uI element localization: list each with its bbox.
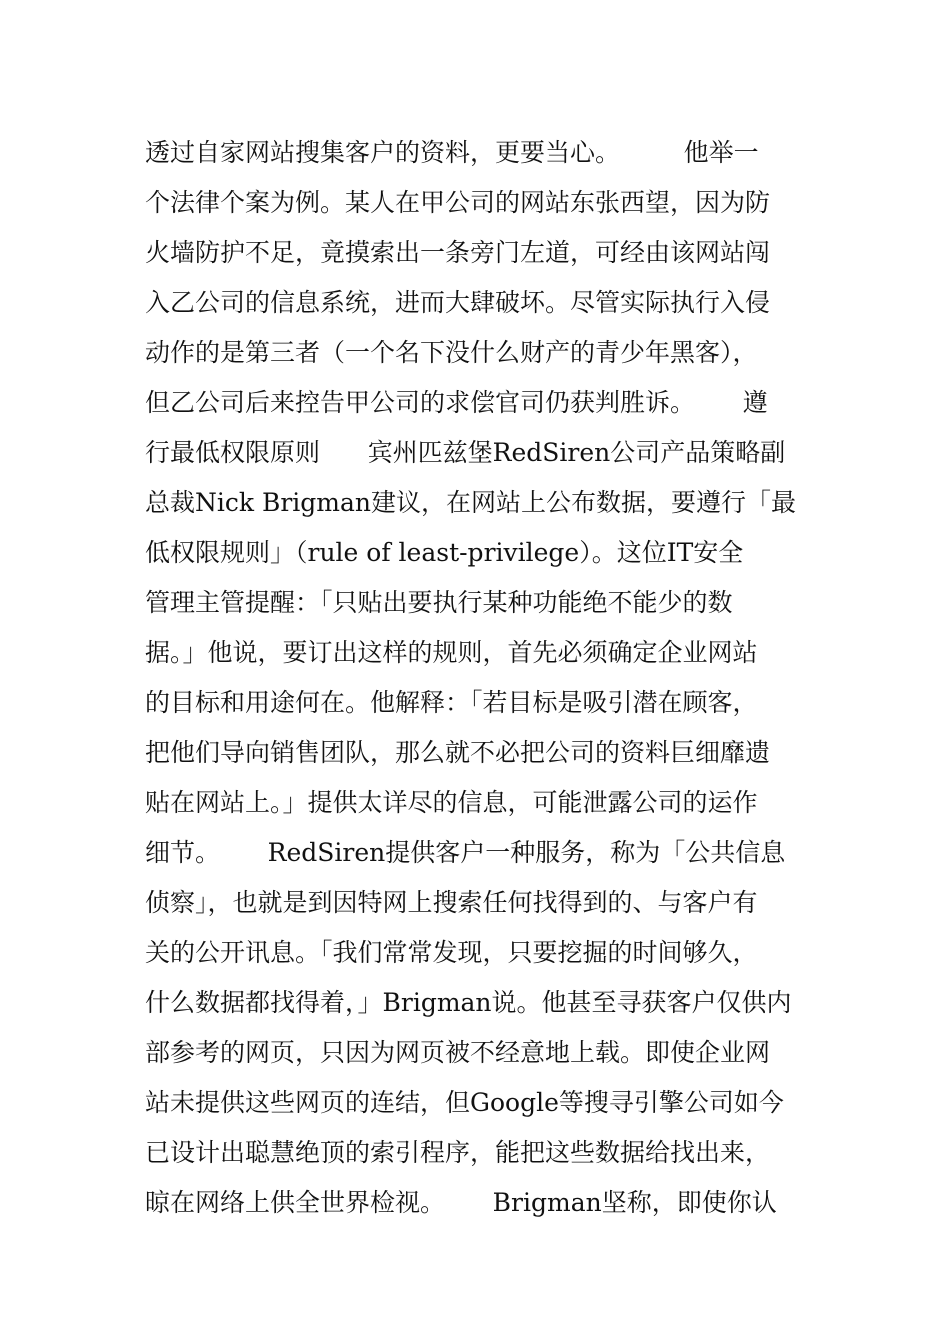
text-line: 什么数据都找得着，」Brigman说。他甚至寻获客户仅供内	[145, 988, 792, 1017]
text-line: 贴在网站上。」提供太详尽的信息，可能泄露公司的运作	[145, 788, 758, 817]
body-text	[145, 128, 810, 1228]
text-line: 透过自家网站搜集客户的资料，更要当心。 他举一	[145, 138, 759, 167]
text-line: 据。」他说，要订出这样的规则，首先必须确定企业网站	[145, 638, 758, 667]
text-line: 部参考的网页，只因为网页被不经意地上载。即使企业网	[145, 1038, 771, 1067]
text-line: 晾在网络上供全世界检视。 Brigman坚称，即使你认	[145, 1188, 777, 1217]
text-line: 管理主管提醒：「只贴出要执行某种功能绝不能少的数	[145, 588, 733, 617]
text-line: 行最低权限原则 宾州匹兹堡RedSiren公司产品策略副	[145, 438, 786, 467]
text-line: 入乙公司的信息系统，进而大肆破坏。尽管实际执行入侵	[145, 288, 771, 317]
text-line: 火墙防护不足，竟摸索出一条旁门左道，可经由该网站闯	[145, 238, 771, 267]
text-line: 个法律个案为例。某人在甲公司的网站东张西望，因为防	[145, 188, 771, 217]
text-line: 站未提供这些网页的连结，但Google等搜寻引擎公司如今	[145, 1088, 784, 1117]
text-line: 低权限规则」（rule of least-privilege）。这位IT安全	[145, 538, 744, 567]
text-line: 关的公开讯息。「我们常常发现，只要挖掘的时间够久，	[145, 938, 758, 967]
text-line: 总裁Nick Brigman建议，在网站上公布数据，要遵行「最	[145, 488, 797, 517]
text-line: 但乙公司后来控告甲公司的求偿官司仍获判胜诉。 遵	[145, 388, 768, 417]
text-line: 的目标和用途何在。他解释：「若目标是吸引潜在顾客，	[145, 688, 758, 717]
text-line: 已设计出聪慧绝顶的索引程序，能把这些数据给找出来，	[145, 1138, 771, 1167]
text-line: 细节。 RedSiren提供客户一种服务，称为「公共信息	[145, 838, 786, 867]
text-line: 把他们导向销售团队，那么就不必把公司的资料巨细靡遗	[145, 738, 771, 767]
text-line: 侦察」，也就是到因特网上搜索任何找得到的、与客户有	[145, 888, 758, 917]
text-line: 动作的是第三者（一个名下没什么财产的青少年黑客），	[145, 338, 758, 367]
